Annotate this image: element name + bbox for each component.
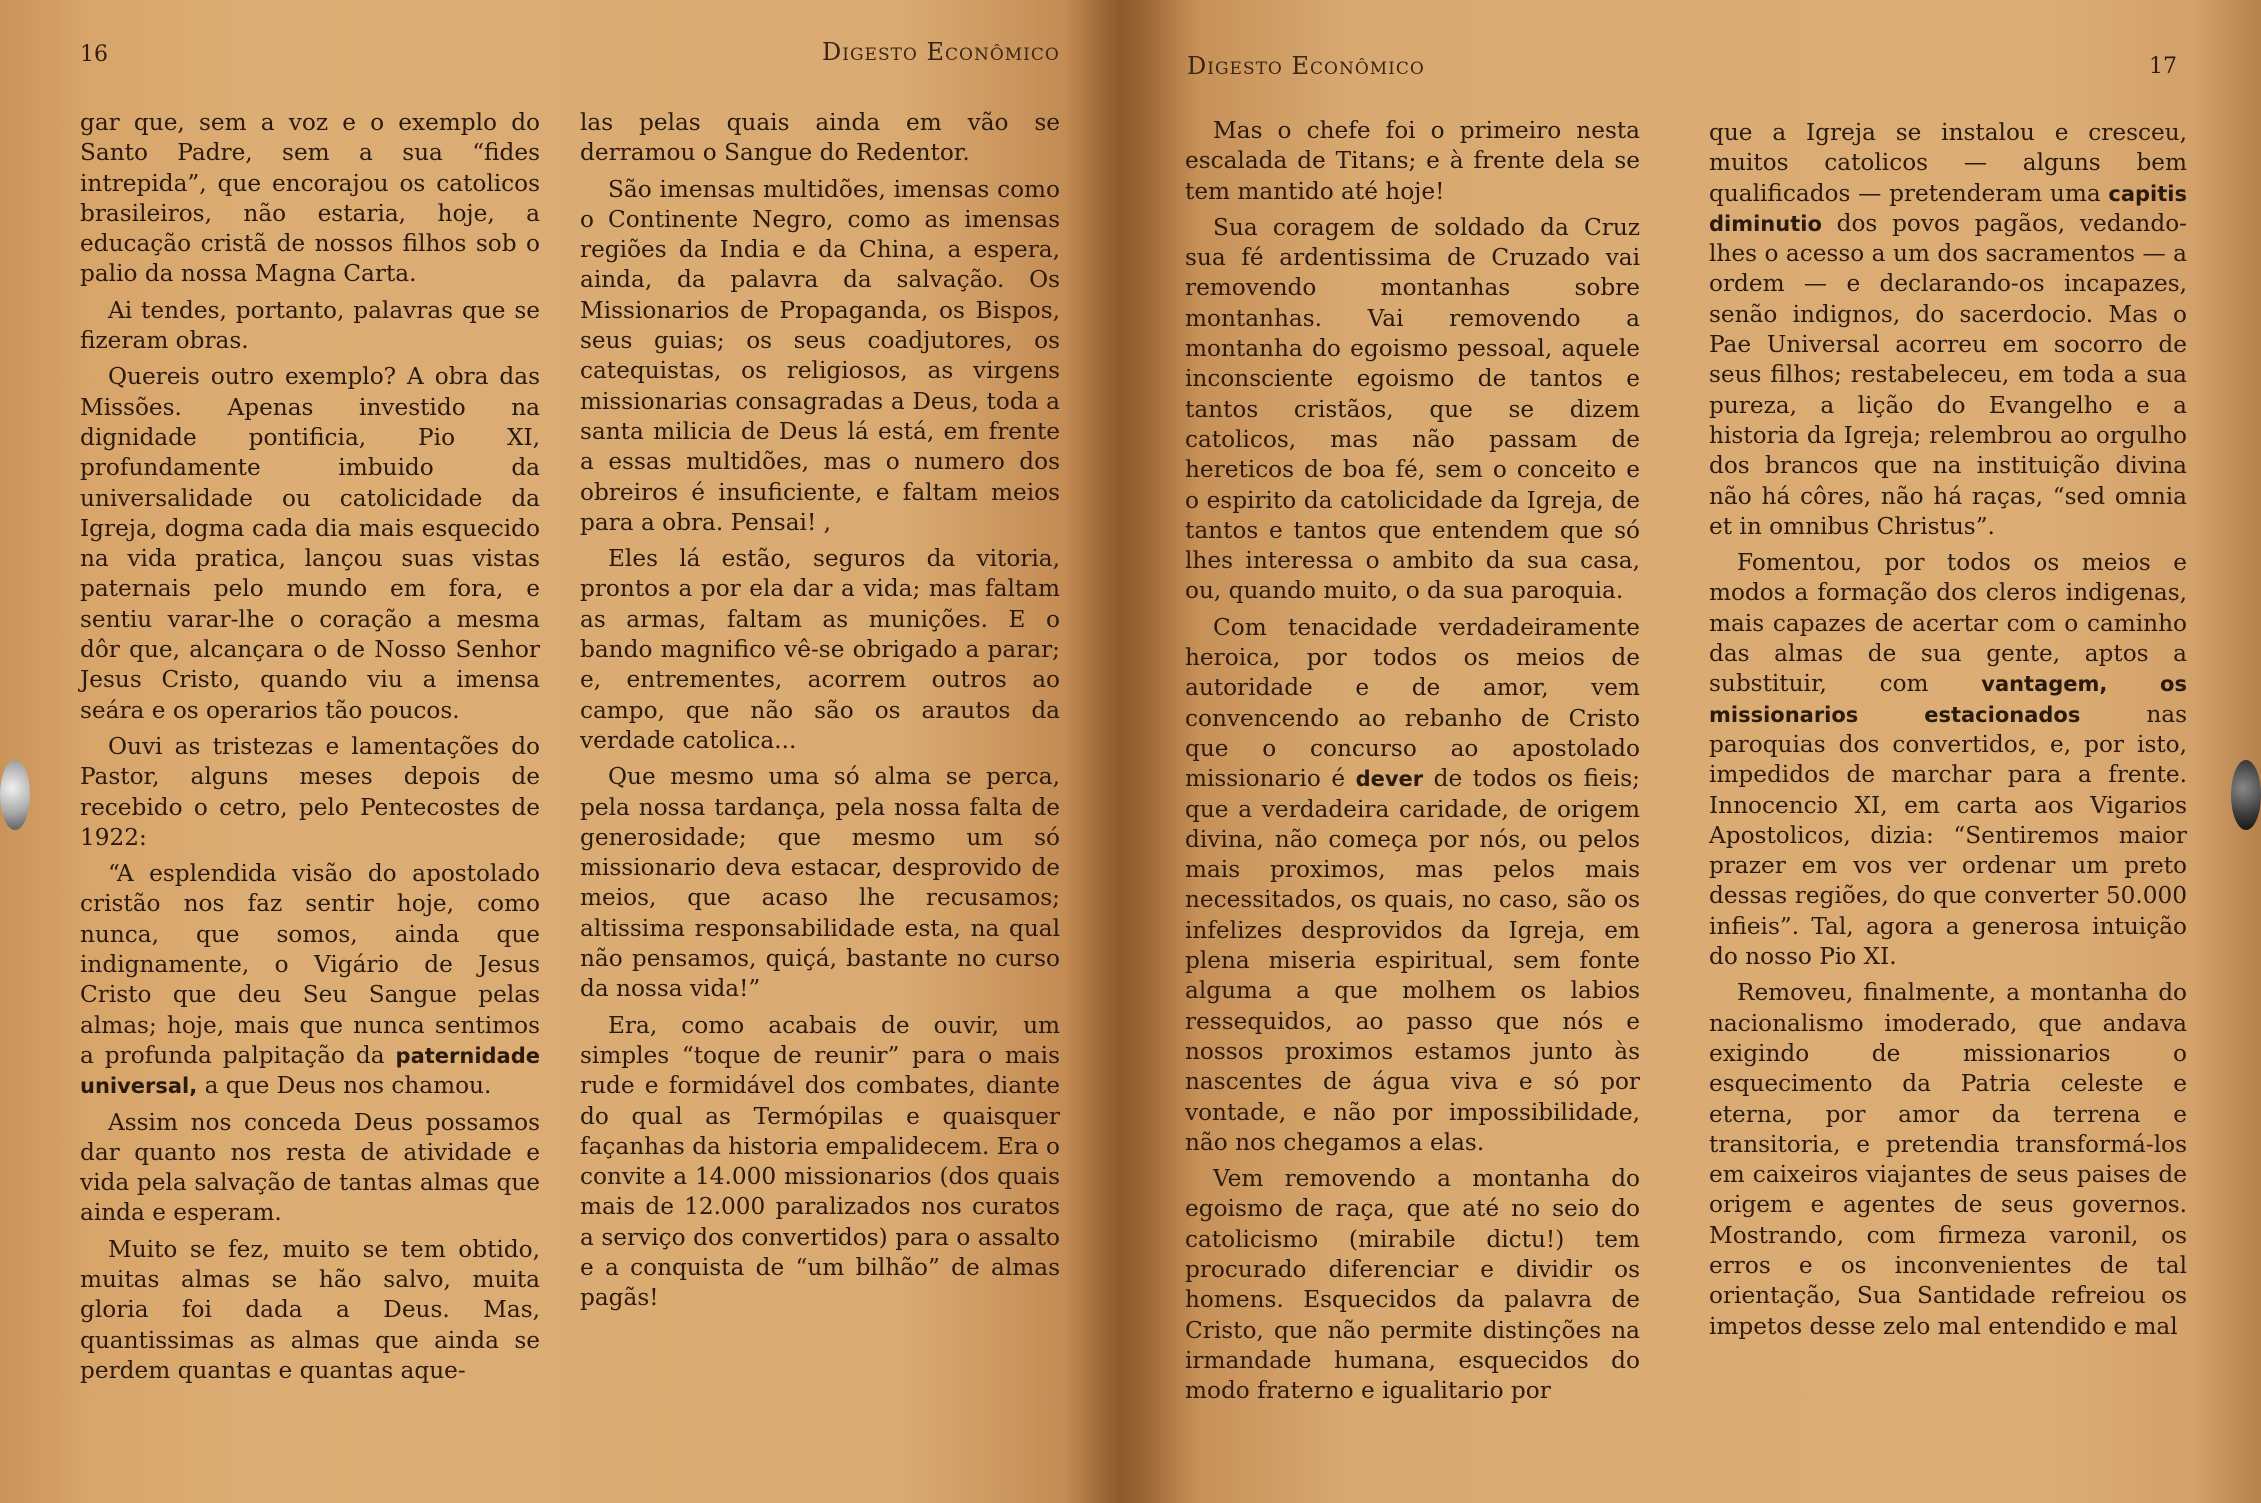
running-head-left: Digesto Econômico [822,38,1060,66]
bold-phrase: paternidade universal, [80,1043,540,1099]
paragraph: que a Igreja se instalou e cresceu, muitos catolicos — alguns bem qualificados — pretenderam uma capitis diminutio dos povos pagãos, vedando-lhes o acesso a um dos sacramentos — a ordem — e declarando-os incapazes, senão indignos, do sacerdocio. Mas o Pae Universal acorreu em socorro de seus filhos; restabeleceu, em toda a sua pureza, a lição do Evangelho e a historia da Igreja; relembrou ao orgulho dos brancos que na instituição divina não há côres, não há raças, “sed omnia et in omnibus Christus”. [1709,119,2187,540]
running-head-right: Digesto Econômico [1187,52,1425,80]
right-column-1 [1185,116,1640,1412]
paragraph: São imensas multidões, imensas como o Continente Negro, como as imensas regiões da India e da China, a espera, ainda, da palavra da salvação. Os Missionarios de Propaganda, os Bispos, seus guias; os seus coadjutores, os catequistas, os religiosos, as virgens missionarias consagradas a Deus, toda a santa milicia de Deus lá está, em frente a essas multidões, mas o numero dos obreiros é insuficiente, e faltam meios para a obra. Pensai! , [580,175,1060,536]
paragraph: gar que, sem a voz e o exemplo do Santo Padre, sem a sua “fides intrepida”, que encorajou os catolicos brasileiros, não estaria, hoje, a educação cristã de nossos filhos sob o palio da nossa Magna Carta. [80,109,540,288]
paragraph: Era, como acabais de ouvir, um simples “toque de reunir” para o mais rude e formidável dos combates, diante do qual as Termópilas e quaisquer façanhas da historia empalidecem. Era o convite a 14.000 missionarios (dos quais mais de 12.000 paralizados nos curatos a serviço dos convertidos) para o assalto e a conquista de “um bilhão” de almas pagãs! [580,1011,1060,1312]
right-column-2 [1709,118,2187,1348]
paragraph: Com tenacidade verdadeiramente heroica, por todos os meios de autoridade e de amor, vem convencendo ao rebanho de Cristo que o concurso ao apostolado missionario é dever de todos os fieis; que a verdadeira caridade, de origem divina, não começa por nós, ou pelos mais proximos, mas pelos mais necessitados, os quais, no caso, são os infelizes desprovidos da Igreja, em plena miseria espiritual, sem fonte alguma a que molhem os labios ressequidos, ao passo que nós e nossos proximos estamos junto às nascentes de água viva e só por vontade, e não por impossibilidade, não nos chegamos a elas. [1185,613,1640,1156]
binder-clip-icon [0,760,30,830]
paragraph: Fomentou, por todos os meios e modos a formação dos cleros indigenas, mais capazes de acertar com o caminho das almas de sua gente, aptos a substituir, com vantagem, os missionarios estacionados nas paroquias dos convertidos, e, por isto, impedidos de marchar para a frente. Innocencio XI, em carta aos Vigarios Apostolicos, dizia: “Sentiremos maior prazer em vos ver ordenar um preto dessas regiões, do que converter 50.000 infieis”. Tal, agora a generosa intuição do nosso Pio XI. [1709,549,2187,971]
bold-phrase: capitis diminutio [1709,181,2187,236]
paragraph: Ouvi as tristezas e lamentações do Pastor, alguns meses depois de recebido o cetro, pelo Pentecostes de 1922: [80,732,540,851]
paragraph: Removeu, finalmente, a montanha do nacionalismo imoderado, que andava exigindo de missionarios o esquecimento da Patria celeste e eterna, por amor da terrena e transitoria, e pretendia transformá-los em caixeiros viajantes de seus paises de origem e agentes de seus governos. Mostrando, com firmeza varonil, os erros e os inconvenientes de tal orientação, Sua Santidade refreiou os impetos desse zelo mal entendido e mal [1709,979,2187,1340]
paragraph: Muito se fez, muito se tem obtido, muitas almas se hão salvo, muita gloria foi dada a Deus. Mas, quantissimas as almas que ainda se perdem quantas e quantas aque- [80,1235,540,1384]
paragraph: Vem removendo a montanha do egoismo de raça, que até no seio do catolicismo (mirabile dictu!) tem procurado diferenciar e dividir os homens. Esquecidos da palavra de Cristo, que não permite distinções na irmandade humana, esquecidos do modo fraterno e igualitario por [1185,1165,1640,1405]
right-page [1139,0,2261,1503]
page-number-right: 17 [2149,54,2177,79]
left-page [0,0,1122,1503]
bold-phrase: vantagem, os missionarios estacionados [1709,672,2187,727]
left-column-1 [80,108,540,1392]
paragraph: Ai tendes, portanto, palavras que se fizeram obras. [80,296,540,355]
paragraph: Assim nos conceda Deus possamos dar quanto nos resta de atividade e vida pela salvação de tantas almas que ainda e esperam. [80,1108,540,1227]
paragraph: Que mesmo uma só alma se perca, pela nossa tardança, pela nossa falta de generosidade; que mesmo um só missionario deva estacar, desprovido de meios, que acaso lhe recusamos; altissima responsabilidade esta, na qual não pensamos, quiçá, bastante no curso da nossa vida!” [580,763,1060,1003]
page-number-left: 16 [80,42,108,67]
paragraph: Sua coragem de soldado da Cruz sua fé ardentissima de Cruzado vai removendo montanhas sobre montanhas. Vai removendo a montanha do egoismo pessoal, aquele inconsciente egoismo de tantos e tantos cristãos, que se dizem catolicos, mas não passam de hereticos de boa fé, sem o conceito e o espirito da catolicidade da Igreja, de tantos e tantos que entendem que só lhes interessa o ambito da sua casa, ou, quando muito, o da sua paroquia. [1185,213,1640,605]
paragraph: “A esplendida visão do apostolado cristão nos faz sentir hoje, como nunca, que somos, ainda que indignamente, o Vigário de Jesus Cristo que deu Seu Sangue pelas almas; hoje, mais que nunca sentimos a profunda palpitação da paternidade universal, a que Deus nos chamou. [80,860,540,1100]
paragraph: Quereis outro exemplo? A obra das Missões. Apenas investido na dignidade pontificia, Pio XI, profundamente imbuido da universalidade ou catolicidade da Igreja, dogma cada dia mais esquecido na vida pratica, lançou suas vistas paternais pelo mundo em fora, e sentiu varar-lhe o coração a mesma dôr que, alcançara o de Nosso Senhor Jesus Cristo, quando viu a imensa seára e os operarios tão poucos. [80,363,540,724]
binder-clip-icon [2231,760,2261,830]
paragraph: Mas o chefe foi o primeiro nesta escalada de Titans; e à frente dela se tem mantido até hoje! [1185,117,1640,205]
bold-phrase: dever [1355,767,1424,792]
paragraph: las pelas quais ainda em vão se derramou o Sangue do Redentor. [580,109,1060,167]
paragraph: Eles lá estão, seguros da vitoria, prontos a por ela dar a vida; mas faltam as armas, faltam as munições. E o bando magnifico vê-se obrigado a parar; e, entrementes, acorrem outros ao campo, que não são os arautos da verdade catolica... [580,545,1060,754]
left-column-2 [580,108,1060,1320]
